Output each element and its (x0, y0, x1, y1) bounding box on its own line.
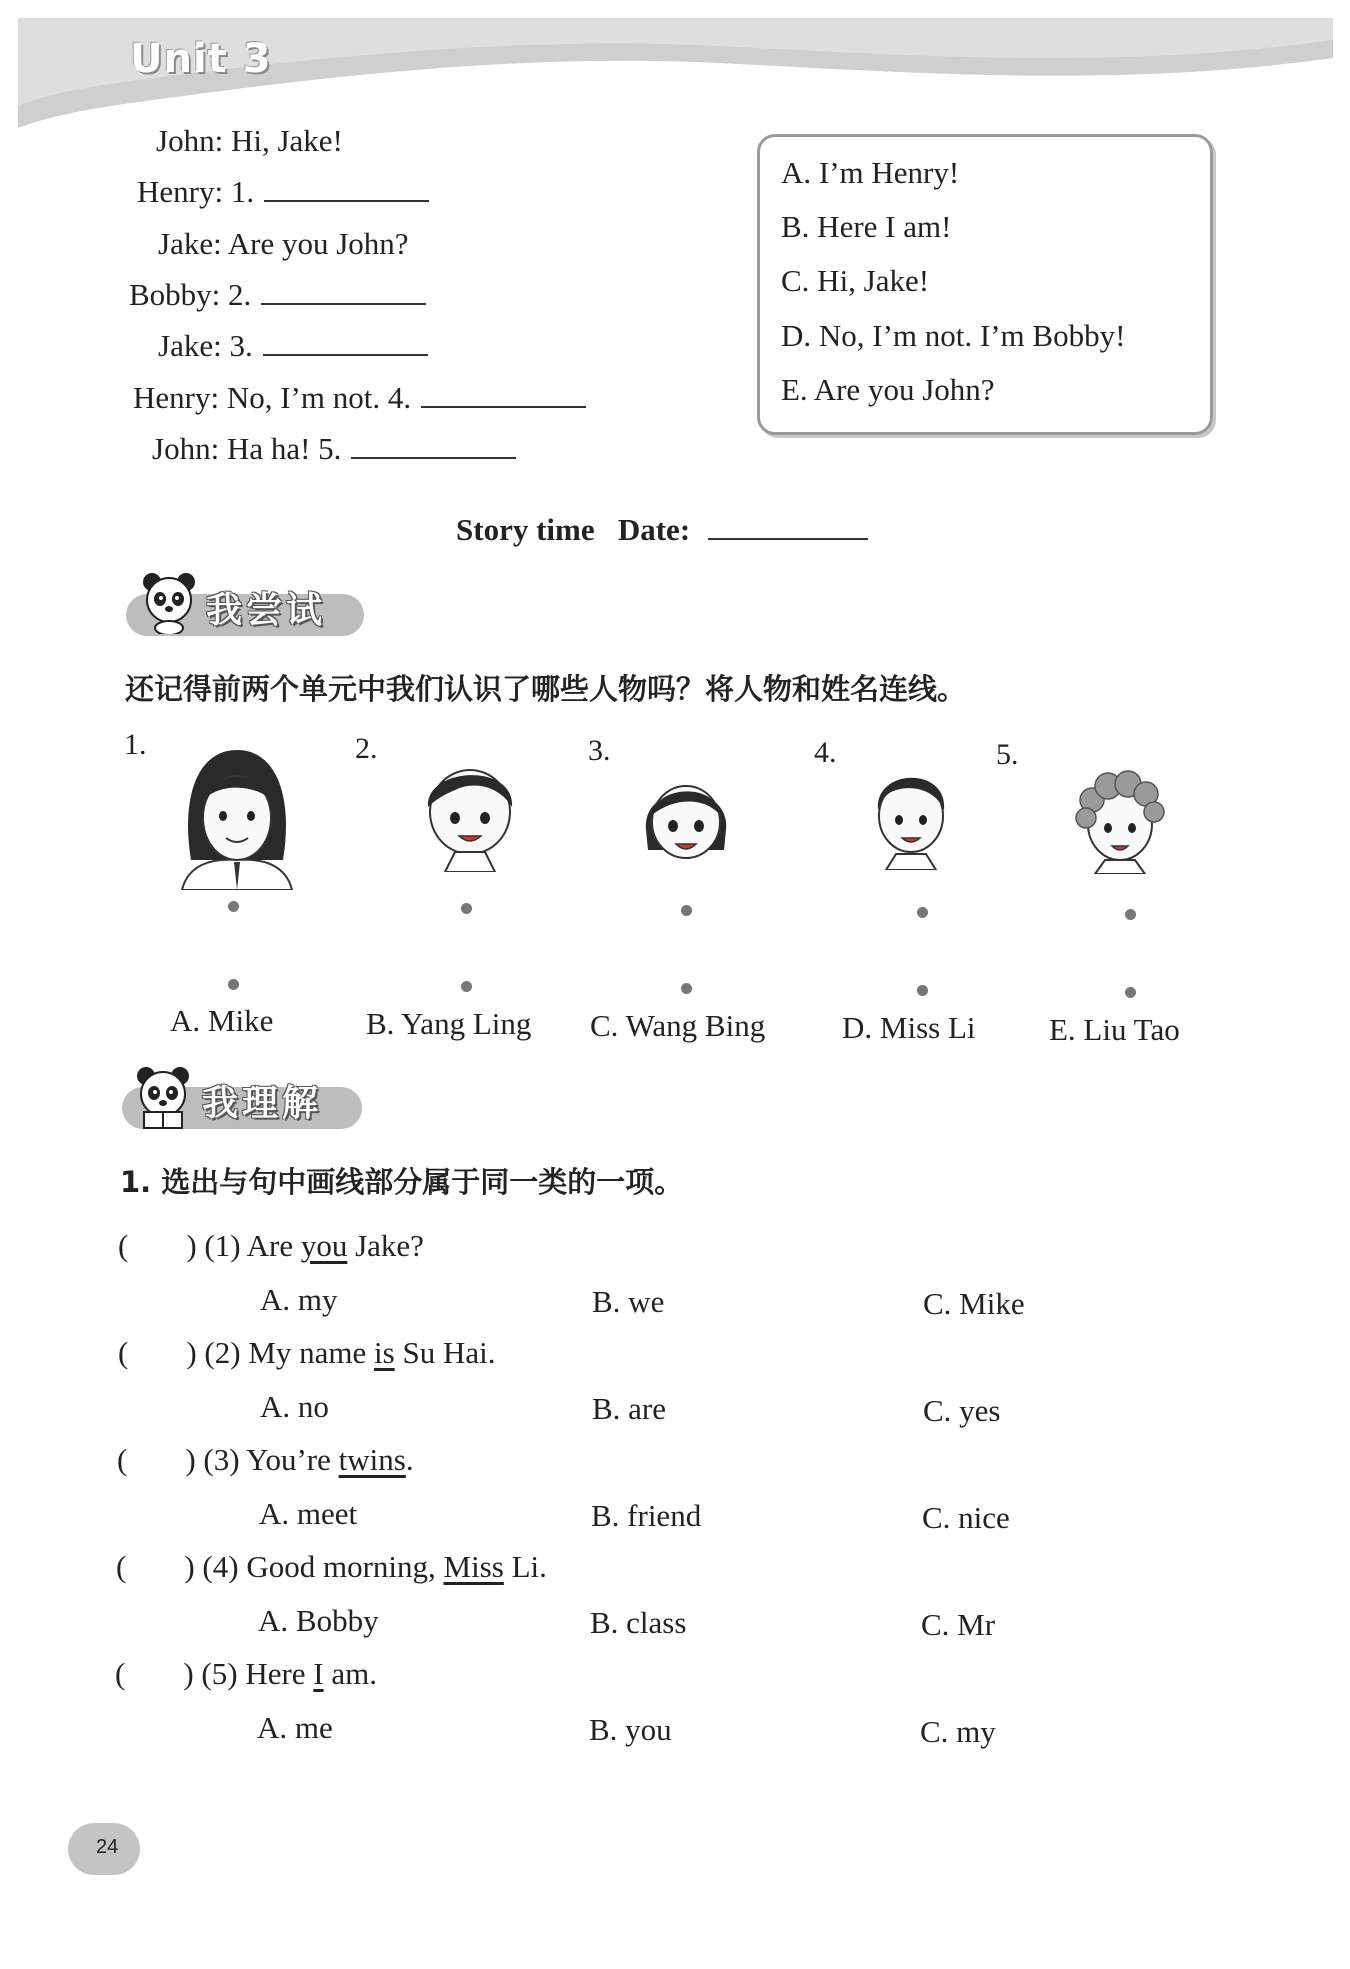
question-pre: My name (248, 1335, 375, 1370)
question-pre: You’re (246, 1442, 339, 1477)
line-text: No, I’m not. 4. (226, 380, 412, 415)
date-label: Date: (617, 512, 691, 547)
question-pre: Here (245, 1656, 314, 1691)
speaker: Jake: (158, 226, 222, 261)
question-post: Li. (503, 1549, 547, 1584)
underlined-word: I (313, 1656, 324, 1691)
speaker: Henry: (133, 380, 220, 415)
q2-choice-b: B. are (592, 1391, 667, 1426)
q3-choice-b: B. friend (591, 1498, 702, 1533)
figure-number-5: 5. (996, 738, 1019, 771)
match-dot-bottom-c[interactable] (681, 983, 692, 994)
speaker: Henry: (137, 174, 224, 209)
line-text: Are you John? (227, 226, 409, 261)
girl-portrait (636, 760, 736, 872)
question-pre: Are (246, 1228, 301, 1263)
q2-choice-a: A. no (260, 1389, 329, 1424)
answer-paren-close: ) (186, 1228, 197, 1263)
answer-blank[interactable] (261, 277, 426, 305)
name-option-b: B. Yang Ling (366, 1006, 532, 1041)
line-text: Ha ha! 5. (226, 431, 342, 466)
q4-choice-c: C. Mr (921, 1607, 996, 1642)
figure-number-1: 1. (124, 728, 147, 761)
section-title-understand: 我理解 (202, 1083, 323, 1124)
match-dot-top-4[interactable] (917, 907, 928, 918)
answer-paren-open: ( (116, 1549, 127, 1584)
q2-choice-c: C. yes (923, 1393, 1001, 1428)
boy-portrait-2 (866, 758, 956, 870)
option-c: C. Hi, Jake! (781, 263, 930, 298)
section-title-try: 我尝试 (206, 590, 327, 631)
answer-paren-close: ) (185, 1442, 196, 1477)
match-dot-bottom-d[interactable] (917, 985, 928, 996)
match-dot-top-2[interactable] (461, 903, 472, 914)
unit-title: Unit 3 (130, 36, 272, 82)
question-2 (118, 1335, 495, 1371)
dialogue-line-5 (158, 328, 428, 364)
question-post: am. (323, 1656, 377, 1691)
match-dot-bottom-a[interactable] (228, 979, 239, 990)
match-dot-top-3[interactable] (681, 905, 692, 916)
dialogue-line-7 (152, 431, 516, 467)
line-text: 2. (228, 277, 252, 312)
underlined-word: Miss (443, 1549, 504, 1584)
answer-blank[interactable] (263, 328, 428, 356)
boy-portrait-1 (415, 752, 525, 872)
speaker: John: (152, 431, 220, 466)
answer-blank[interactable] (264, 174, 429, 202)
answer-paren-close: ) (184, 1549, 195, 1584)
answer-paren-open: ( (118, 1335, 129, 1370)
underlined-word: is (374, 1335, 395, 1370)
q4-choice-b: B. class (590, 1605, 687, 1640)
page-number: 24 (96, 1836, 119, 1858)
question-number: (2) (204, 1335, 241, 1370)
q3-choice-a: A. meet (259, 1496, 358, 1531)
answer-paren-open: ( (115, 1656, 126, 1691)
q5-choice-c: C. my (920, 1714, 996, 1749)
q5-choice-b: B. you (589, 1712, 672, 1747)
answer-paren-open: ( (118, 1228, 129, 1263)
q1-choice-b: B. we (592, 1284, 665, 1319)
story-title: Story time (456, 512, 595, 547)
option-a: A. I’m Henry! (781, 155, 960, 190)
match-dot-top-1[interactable] (228, 901, 239, 912)
dialogue-line-6 (133, 380, 586, 416)
q1-choice-c: C. Mike (923, 1286, 1025, 1321)
answer-paren-close: ) (183, 1656, 194, 1691)
figure-number-2: 2. (355, 732, 378, 765)
question-post: Su Hai. (394, 1335, 496, 1370)
exercise-1-title: 1. 选出与句中画线部分属于同一类的一项。 (120, 1165, 684, 1199)
curly-boy-portrait (1070, 762, 1170, 874)
dialogue-line-3 (158, 226, 409, 262)
name-option-d: D. Miss Li (842, 1010, 976, 1045)
teacher-portrait (176, 740, 298, 890)
instruction-match: 还记得前两个单元中我们认识了哪些人物吗？将人物和姓名连线。 (125, 672, 967, 706)
question-number: (3) (203, 1442, 240, 1477)
q4-choice-a: A. Bobby (258, 1603, 379, 1638)
name-option-c: C. Wang Bing (590, 1008, 766, 1043)
question-number: (5) (201, 1656, 238, 1691)
answer-paren-close: ) (186, 1335, 197, 1370)
figure-number-4: 4. (814, 736, 837, 769)
date-blank[interactable] (708, 512, 868, 540)
question-number: (4) (202, 1549, 239, 1584)
question-1 (118, 1228, 424, 1264)
speaker: Bobby: (129, 277, 221, 312)
question-post: Jake? (347, 1228, 424, 1263)
question-5 (115, 1656, 377, 1692)
answer-blank[interactable] (351, 431, 516, 459)
dialogue-line-2 (137, 174, 429, 210)
panda-icon (138, 570, 200, 634)
story-time-heading (456, 512, 868, 548)
figure-number-3: 3. (588, 734, 611, 767)
match-dot-top-5[interactable] (1125, 909, 1136, 920)
match-dot-bottom-b[interactable] (461, 981, 472, 992)
answer-paren-open: ( (117, 1442, 128, 1477)
name-option-e: E. Liu Tao (1049, 1012, 1180, 1047)
option-d: D. No, I’m not. I’m Bobby! (781, 318, 1126, 353)
panda-reading-icon (132, 1064, 194, 1130)
underlined-word: twins (338, 1442, 406, 1477)
question-post: . (405, 1442, 414, 1477)
speaker: John: (156, 123, 224, 158)
answer-blank[interactable] (421, 380, 586, 408)
q5-choice-a: A. me (257, 1710, 333, 1745)
dialogue-line-4 (129, 277, 426, 313)
match-dot-bottom-e[interactable] (1125, 987, 1136, 998)
question-number: (1) (204, 1228, 241, 1263)
question-3 (117, 1442, 414, 1478)
line-text: Hi, Jake! (230, 123, 343, 158)
line-text: 3. (229, 328, 253, 363)
underlined-word: you (300, 1228, 348, 1263)
dialogue-line-1 (156, 123, 343, 159)
question-pre: Good morning, (246, 1549, 444, 1584)
name-option-a: A. Mike (170, 1003, 274, 1038)
option-b: B. Here I am! (781, 209, 952, 244)
question-4 (116, 1549, 547, 1585)
speaker: Jake: (158, 328, 222, 363)
option-e: E. Are you John? (781, 372, 995, 407)
line-text: 1. (230, 174, 255, 209)
q3-choice-c: C. nice (922, 1500, 1010, 1535)
q1-choice-a: A. my (260, 1282, 338, 1317)
